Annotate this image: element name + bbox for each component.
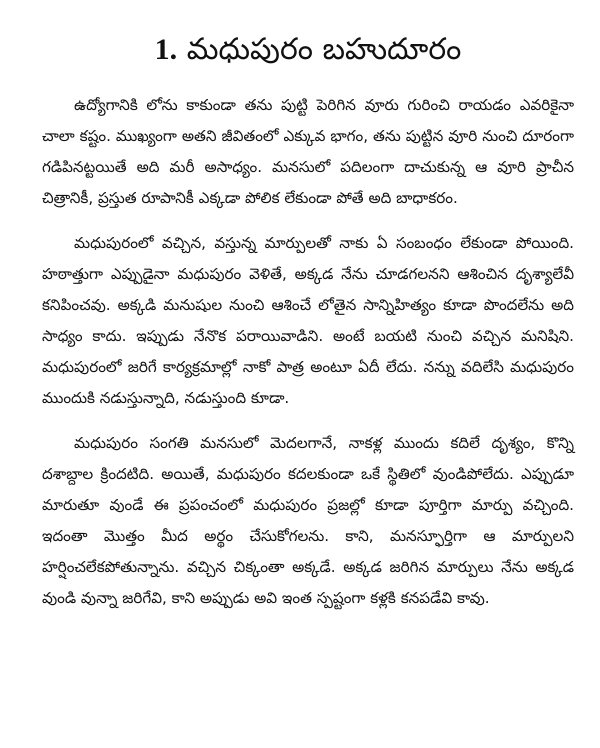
- chapter-title: మధుపురం బహుదూరం: [186, 32, 462, 67]
- paragraph-3: మధుపురం సంగతి మనసులో మెదలగానే, నాకళ్ల ముందు కదిలే దృశ్యం, కొన్ని దశాబ్దాల క్రిందటిది. అయితే, మధుపురం కదలకుండా ఒకే స్థితిలో వుండిపోలేదు. ఎప్పుడూ మారుతూ వుండే ఈ ప్రపంచంలో మధుపురం ప్రజల్లో కూడా పూర్తిగా మార్పు వచ్చింది. ఇదంతా మొత్తం మీద అర్థం చేసుకోగలను. కాని, మనస్ఫూర్తిగా ఆ మార్పులని హర్షించలేకపోతున్నాను. వచ్చిన చిక్కంతా అక్కడే. అక్కడ జరిగిన మార్పులు నేను అక్కడ వుండి వున్నా జరిగేవి, కాని అప్పుడు అవి ఇంత స్పష్టంగా కళ్లకి కనపడేవి కావు.: [42, 434, 574, 607]
- chapter-number: 1.: [154, 33, 178, 66]
- paragraph-1: ఉద్యోగానికి లోను కాకుండా తను పుట్టి పెరిగిన వూరు గురించి రాయడం ఎవరికైనా చాలా కష్టం. ముఖ్యంగా అతని జీవితంలో ఎక్కువ భాగం, తను పుట్టిన వూరి నుంచి దూరంగా గడిపినట్టయితే అది మరీ అసాధ్యం. మనసులో పదిలంగా దాచుకున్న ఆ వూరి ప్రాచీన చిత్రానికీ, ప్రస్తుత రూపానికీ ఎక్కడా పోలిక లేకుండా పోతే అది బాధాకరం.: [42, 96, 574, 207]
- chapter-heading: [42, 30, 574, 70]
- paragraph-2: మధుపురంలో వచ్చిన, వస్తున్న మార్పులతో నాకు ఏ సంబంధం లేకుండా పోయింది. హఠాత్తుగా ఎప్పుడైనా మధుపురం వెళితే, అక్కడ నేను చూడగలనని ఆశించిన దృశ్యాలేవీ కనిపించవు. అక్కడి మనుషుల నుంచి ఆశించే లోతైన సాన్నిహిత్యం కూడా పొందలేను అది సాధ్యం కాదు. ఇప్పుడు నేనొక పరాయివాడిని. అంటే బయటి నుంచి వచ్చిన మనిషిని. మధుపురంలో జరిగే కార్యక్రమాల్లో నాకో పాత్ర అంటూ ఏదీ లేదు. నన్ను వదిలేసి మధుపురం ముందుకి నడుస్తున్నాది, నడుస్తుంది కూడా.: [42, 234, 574, 407]
